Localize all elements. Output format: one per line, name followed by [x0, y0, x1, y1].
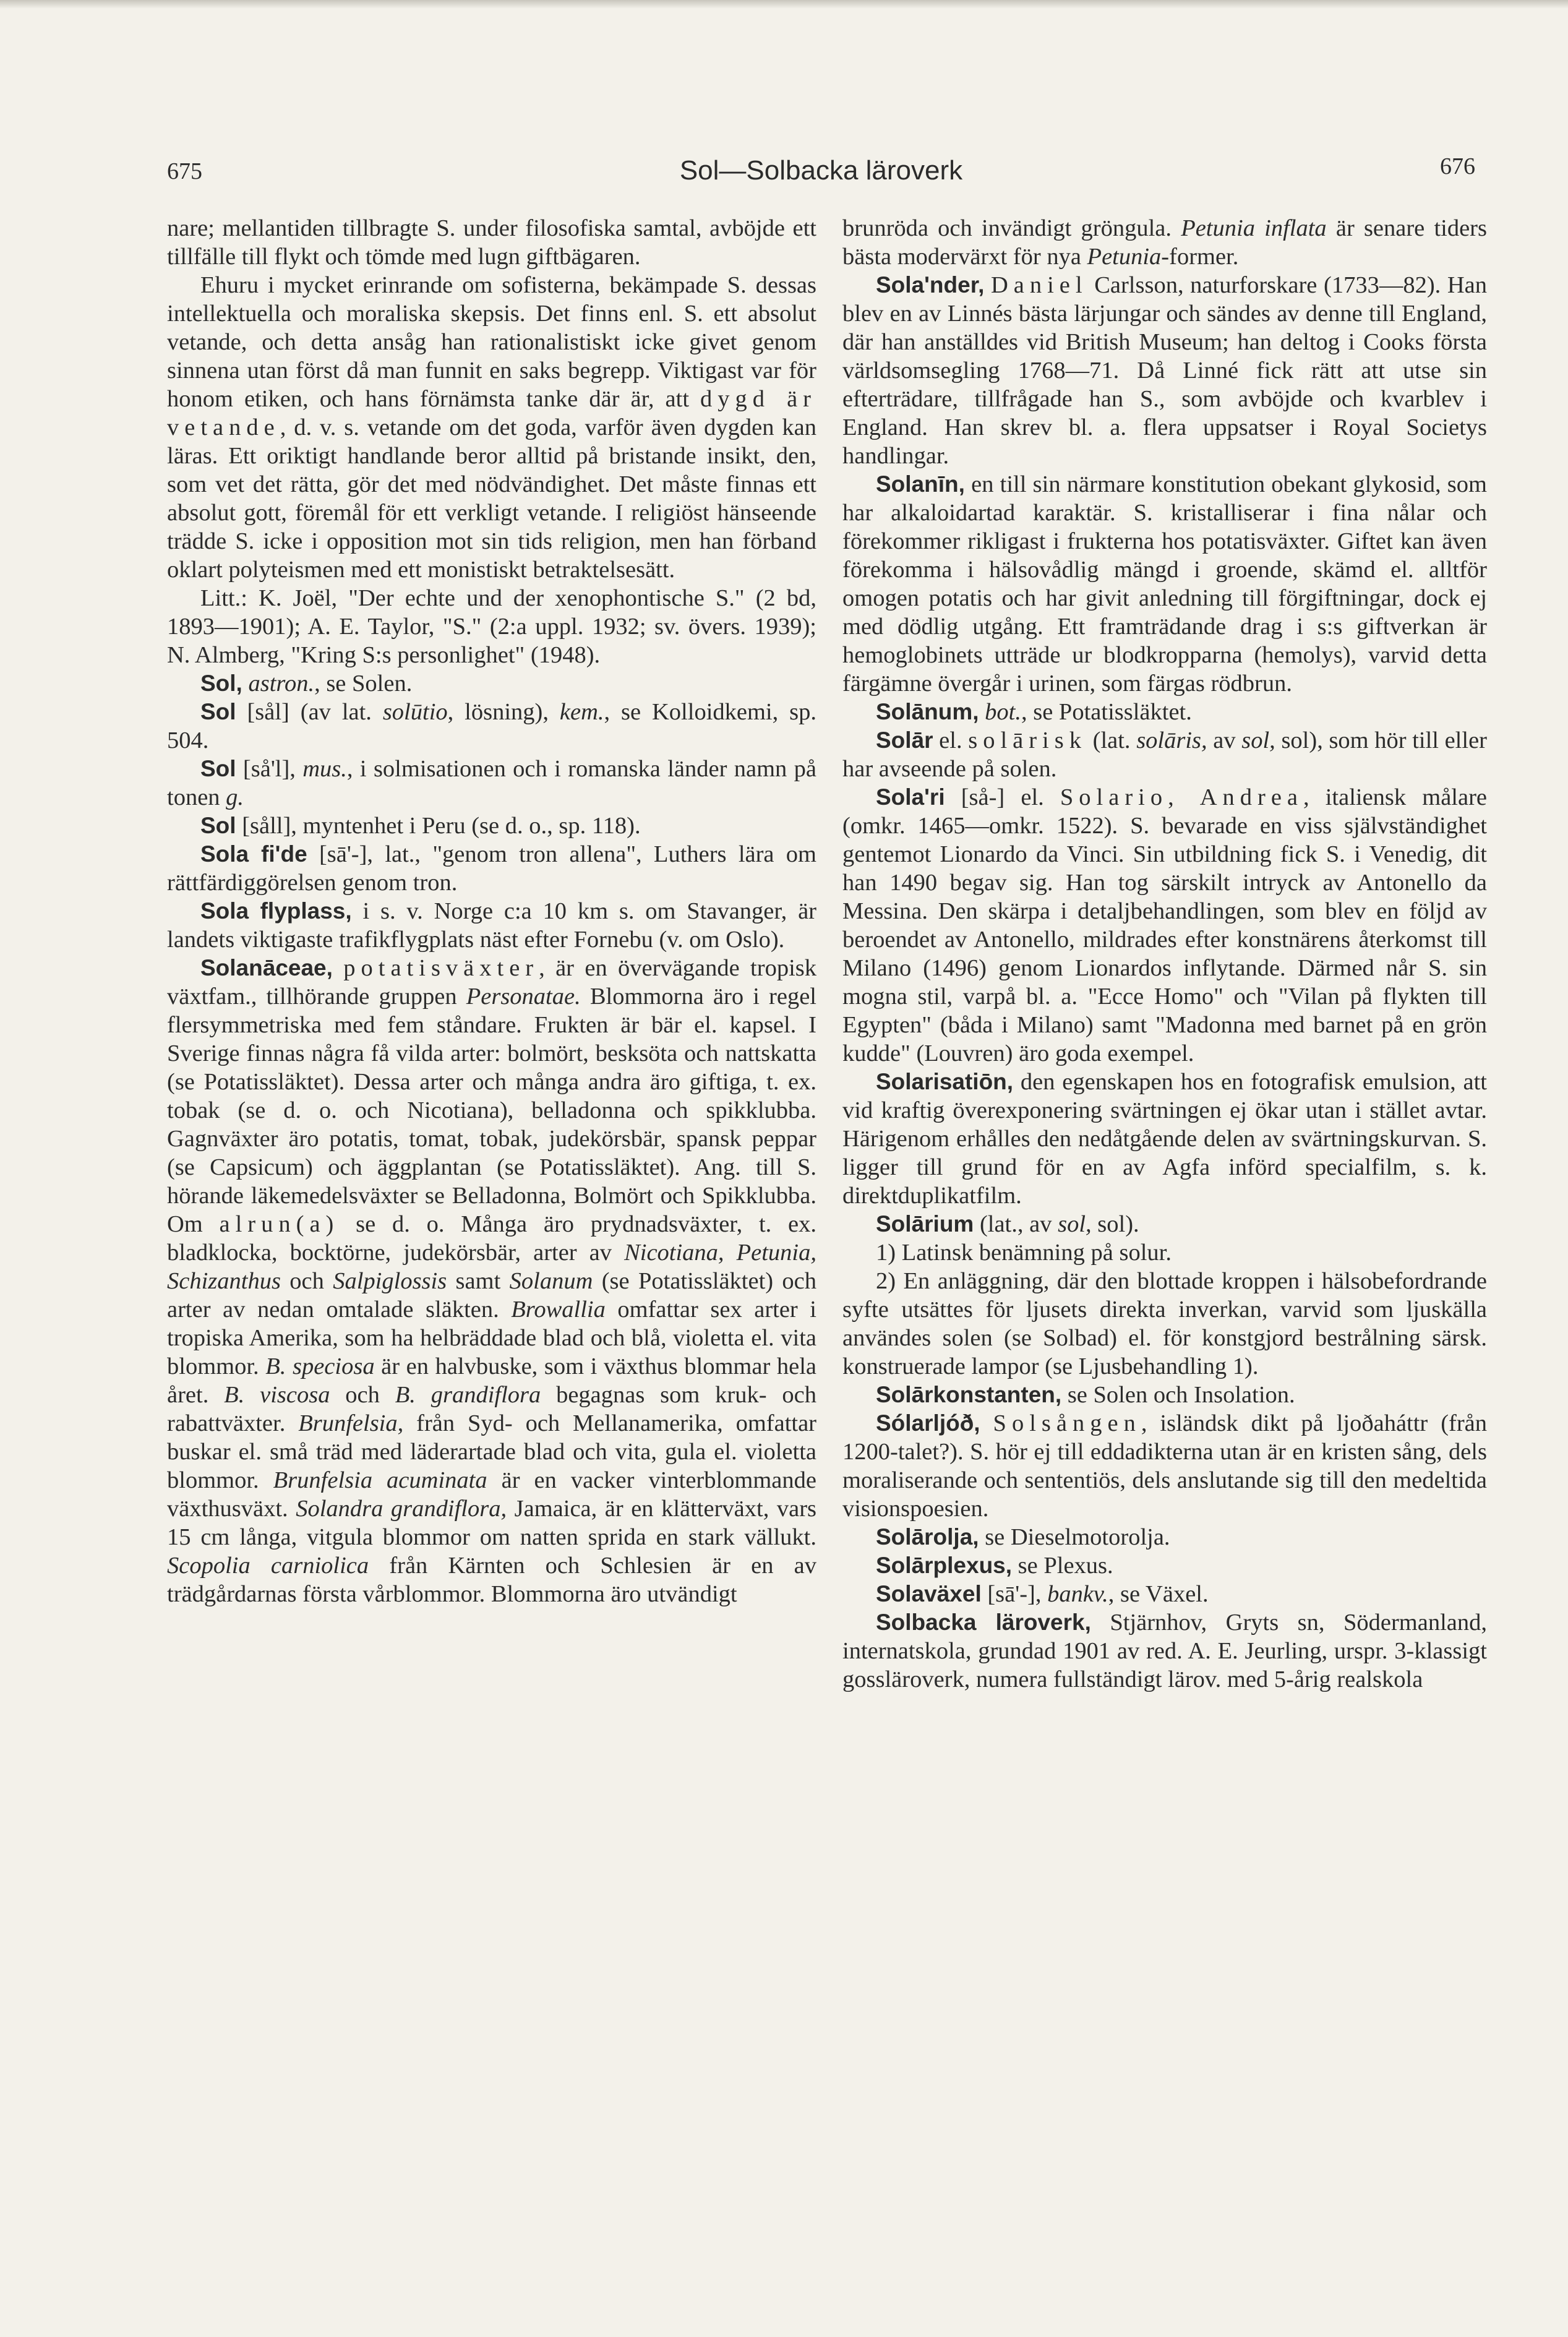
- entry-solavaxel: Solaväxel [sā'-], bankv., se Växel.: [876, 1581, 1209, 1607]
- headword: Solārkonstanten,: [876, 1382, 1062, 1407]
- scan-edge: [0, 0, 1568, 9]
- headword: Solārolja,: [876, 1524, 979, 1550]
- headword: Solār: [876, 727, 933, 753]
- right-column: [842, 214, 1487, 1694]
- entry-solarium-sense-1: 1) Latinsk benämning på solur.: [876, 1240, 1172, 1266]
- entry-sola-fide: Sola fi'de [sā'-], lat., "genom tron allena", Luthers lära om rättfärdiggörelsen genom tron.: [167, 841, 816, 896]
- headword: Sola fi'de: [200, 841, 307, 867]
- headword: Solanīn,: [876, 471, 965, 497]
- entry-sol-astron: Sol, astron., se Solen.: [200, 671, 413, 697]
- headword: Sol: [200, 699, 236, 724]
- headword: Solarisatiōn,: [876, 1069, 1014, 1094]
- entry-sol-mynt: Sol [såll], myntenhet i Peru (se d. o., sp. 118).: [200, 813, 641, 839]
- headword: Sola'nder,: [876, 272, 985, 298]
- headword: Solanāceae,: [200, 955, 333, 980]
- headword: Sol: [200, 813, 236, 838]
- headword: Sola flyplass,: [200, 898, 352, 924]
- entry-solarisation: Solarisatiōn, den egenskapen hos en fotografisk emulsion, att vid kraftig överexponering svärtningen ej ökar utan i stället avtar. Härigenom erhålles den nedåtgående delen av svärtningskurvan. S. ligger till grund för en av Agfa införd specialfilm, s. k. direktduplikatfilm.: [842, 1069, 1487, 1209]
- paragraph-continued: brunröda och invändigt gröngula. Petunia inflata är senare tiders bästa modervärxt för nya Petunia-former.: [842, 215, 1487, 270]
- entry-solari: Sola'ri [så-] el. Solario, Andrea, italiensk målare (omkr. 1465—omkr. 1522). S. bevarade en viss självständighet gentemot Lionardo da Vinci. Sin utbildning fick S. i Venedig, dit han 1490 begav sig. Han tog särskilt intryck av Antonello da Messina. Den skärpa i detaljbehandlingen, som blev en följd av beroendet av Antonello, mildrades efter konstnärens återkomst till Milano (1496) genom Lionardos inflytande. Därmed når S. sin mogna stil, varpå bl. a. "Ecce Homo" och "Vilan på flykten till Egypten" (båda i Milano) samt "Madonna med barnet på en grön kudde" (Louvren) äro goda exempel.: [842, 784, 1487, 1066]
- paragraph: nare; mellantiden tillbragte S. under filosofiska samtal, avböjde ett tillfälle till flykt och tömde med lugn giftbägaren.: [167, 215, 816, 270]
- headword: Sol,: [200, 671, 242, 696]
- headword: Solbacka läroverk,: [876, 1610, 1091, 1635]
- literature-reference: Litt.: K. Joël, "Der echte und der xenophontische S." (2 bd, 1893—1901); A. E. Taylor, "S." (2:a uppl. 1932; sv. övers. 1939); N. Almberg, "Kring S:s personlighet" (1948).: [167, 585, 816, 668]
- headword: Solārium: [876, 1211, 974, 1237]
- entry-sol-kem: Sol [sål] (av lat. solūtio, lösning), kem., se Kolloidkemi, sp. 504.: [167, 699, 817, 753]
- headword: Sola'ri: [876, 784, 945, 810]
- entry-sola-flyplass: Sola flyplass, i s. v. Norge c:a 10 km s. om Stavanger, är landets viktigaste trafikflygplats näst efter Fornebu (v. om Oslo).: [167, 898, 816, 953]
- headword: Sólarljóð,: [876, 1410, 980, 1436]
- page-number-left: 675: [167, 158, 202, 184]
- entry-solarolja: Solārolja, se Dieselmotorolja.: [876, 1524, 1170, 1550]
- paragraph: Ehuru i mycket erinrande om sofisterna, bekämpade S. dessas intellektuella och moraliska skepsis. Det finns enl. S. ett absolut vetande, och detta ansåg han rationalistiskt icke givet genom sinnena utan först då man funnit en saks begrepp. Viktigast var för honom etiken, och hans förnämsta tanke där är, att dygd är vetande, d. v. s. vetande om det goda, varför även dygden kan läras. Ett oriktigt handlande beror alltid på bristande insikt, den, som vet det rätta, gör det med nödvändighet. Det måste finnas ett absolut gott, föremål för ett verkligt vetande. I religiöst hänseende trädde S. icke i opposition mot sin tids religion, men han förband oklart polyteismen med ett monistiskt betraktelsesätt.: [167, 272, 816, 583]
- entry-solbacka-laroverk: Solbacka läroverk, Stjärnhov, Gryts sn, Södermanland, internatskola, grundad 1901 av red. A. E. Jeurling, urspr. 3-klassigt gossläroverk, numera fullständigt lärov. med 5-årig realskola: [842, 1610, 1488, 1692]
- entry-solanin: Solanīn, en till sin närmare konstitution obekant glykosid, som har alkaloidartad karaktär. S. kristalliserar i fina nålar och förekommer rikligast i frukterna hos potatisväxter. Giftet kan även förekomma i hälsovådlig mängd i groende, skämd el. alltför omogen potatis och har givit anledning till förgiftningar, dock ej med dödlig utgång. Ett framträdande drag i s:s giftverkan är hemoglobinets utträde ur blodkropparna (hemolys), varvid detta färgämne övergår i urinen, som färgas rödbrun.: [842, 471, 1487, 697]
- entry-solanum: Solānum, bot., se Potatissläktet.: [876, 699, 1192, 725]
- headword: Solānum,: [876, 699, 979, 724]
- left-column: [167, 214, 816, 1608]
- page-number-right: 676: [1440, 153, 1475, 179]
- entry-solarium: Solārium (lat., av sol, sol).: [876, 1211, 1139, 1237]
- entry-solarplexus: Solārplexus, se Plexus.: [876, 1553, 1113, 1579]
- headword: Solārplexus,: [876, 1553, 1013, 1578]
- entry-solanaceae: Solanāceae, potatisväxter, är en övervägande tropisk växtfam., tillhörande gruppen Personatae. Blommorna äro i regel flersymmetriska med fem ståndare. Frukten är bär el. kapsel. I Sverige finnas några få vilda arter: bolmört, besksöta och nattskatta (se Potatissläktet). Dessa arter och många andra äro giftiga, t. ex. tobak (se d. o. och Nicotiana), belladonna och spikklubba. Gagnväxter äro potatis, tomat, tobak, judekörsbär, spansk peppar (se Capsicum) och äggplantan (se Potatissläktet). Ang. till S. hörande läkemedelsväxter se Belladonna, Bolmört och Spikklubba. Om alrun(a) se d. o. Många äro prydnadsväxter, t. ex. bladklocka, bocktörne, judekörsbär, arter av Nicotiana, Petunia, Schizanthus och Salpiglossis samt Solanum (se Potatissläktet) och arter av nedan omtalade släkten. Browallia omfattar sex arter i tropiska Amerika, som ha helbräddade blad och blå, violetta el. vita blommor. B. speciosa är en halvbuske, som i växthus blommar hela året. B. viscosa och B. grandiflora begagnas som kruk- och rabattväxter. Brunfelsia, från Syd- och Mellanamerika, omfattar buskar el. små träd med läderartade blad och vita, gula el. violetta blommor. Brunfelsia acuminata är en vacker vinterblommande växthusväxt. Solandra grandiflora, Jamaica, är en klätterväxt, vars 15 cm långa, vitgula blommor om natten sprida en stark vällukt. Scopolia carniolica från Kärnten och Schlesien är en av trädgårdarnas första vårblommor. Blommorna äro utvändigt: [167, 955, 817, 1607]
- entry-solarljod: Sólarljóð, Solsången, isländsk dikt på ljoðaháttr (från 1200-talet?). S. hör ej till eddadikterna utan är en kristen sång, dels moraliserande och sententiös, dels anslutande sig till den medeltida visionspoesien.: [842, 1410, 1488, 1522]
- entry-solarium-sense-2: 2) En anläggning, där den blottade kroppen i hälsobefordrande syfte utsättes för ljusets direkta inverkan, varvid som ljuskälla användes solen (se Solbad) el. för konstgjord bestrålning särsk. konstruerade lampor (se Ljusbehandling 1).: [842, 1268, 1487, 1379]
- entry-sol-mus: Sol [så'l], mus., i solmisationen och i romanska länder namn på tonen g.: [167, 756, 816, 810]
- page-title: Sol—Solbacka läroverk: [679, 155, 963, 186]
- headword: Sol: [200, 756, 236, 781]
- entry-solander: Sola'nder, Daniel Carlsson, naturforskare (1733—82). Han blev en av Linnés bästa lärjungar och sändes av denne till England, där han anställdes vid British Museum; han deltog i Cooks första världsomsegling 1768—71. Då Linné fick rätt att utse sin efterträdare, tillfrågade han S., som avböjde och kvarblev i England. Han skrev bl. a. flera uppsatser i Royal Societys handlingar.: [842, 272, 1488, 469]
- headword: Solaväxel: [876, 1581, 982, 1606]
- page-header: [167, 153, 1475, 195]
- entry-solarkonstanten: Solārkonstanten, se Solen och Insolation.: [876, 1382, 1295, 1408]
- entry-solar: Solār el. solārisk (lat. solāris, av sol, sol), som hör till eller har avseende på solen.: [842, 727, 1487, 782]
